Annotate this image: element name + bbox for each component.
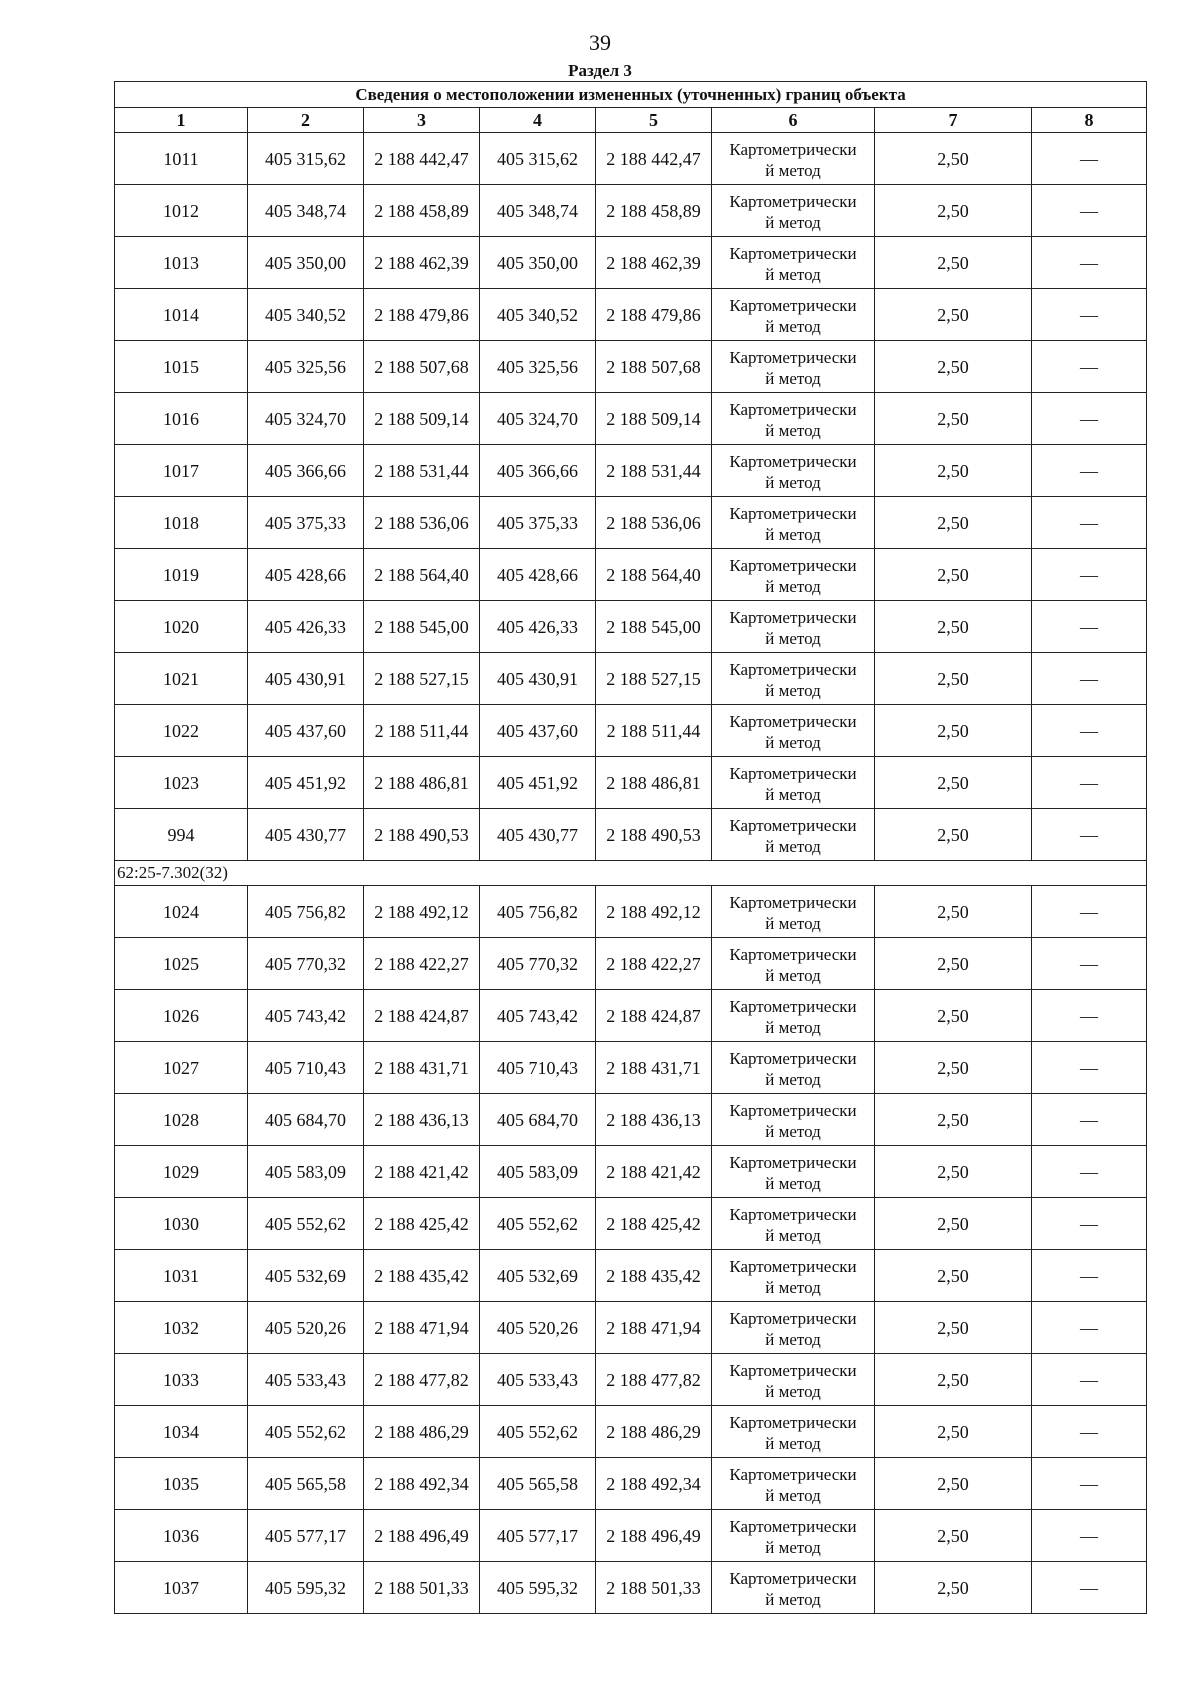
y-coordinate-refined-cell: 2 188 462,39: [596, 237, 712, 289]
x-coordinate-refined-cell: 405 325,56: [480, 341, 596, 393]
accuracy-cell: 2,50: [875, 757, 1032, 809]
point-number-cell: 994: [115, 809, 248, 861]
table-row: [115, 393, 1147, 445]
x-coordinate-refined-cell: 405 583,09: [480, 1146, 596, 1198]
table-row: [115, 1302, 1147, 1354]
x-coordinate-cell: 405 437,60: [248, 705, 364, 757]
accuracy-cell: 2,50: [875, 705, 1032, 757]
column-number-1: 1: [115, 108, 248, 133]
y-coordinate-refined-cell: 2 188 496,49: [596, 1510, 712, 1562]
method-cell: Картометрически й метод: [712, 757, 875, 809]
y-coordinate-refined-cell: 2 188 486,81: [596, 757, 712, 809]
table-row: [115, 497, 1147, 549]
point-number-cell: 1015: [115, 341, 248, 393]
table-row: [115, 133, 1147, 185]
method-cell: Картометрически й метод: [712, 289, 875, 341]
point-number-cell: 1027: [115, 1042, 248, 1094]
accuracy-cell: 2,50: [875, 1406, 1032, 1458]
y-coordinate-refined-cell: 2 188 531,44: [596, 445, 712, 497]
y-coordinate-cell: 2 188 492,34: [364, 1458, 480, 1510]
column-number-2: 2: [248, 108, 364, 133]
point-number-cell: 1017: [115, 445, 248, 497]
x-coordinate-cell: 405 426,33: [248, 601, 364, 653]
table-row: [115, 938, 1147, 990]
y-coordinate-refined-cell: 2 188 564,40: [596, 549, 712, 601]
table-row: [115, 1562, 1147, 1614]
x-coordinate-refined-cell: 405 428,66: [480, 549, 596, 601]
note-cell: —: [1032, 601, 1147, 653]
y-coordinate-cell: 2 188 421,42: [364, 1146, 480, 1198]
note-cell: —: [1032, 938, 1147, 990]
x-coordinate-cell: 405 684,70: [248, 1094, 364, 1146]
x-coordinate-refined-cell: 405 324,70: [480, 393, 596, 445]
method-cell: Картометрически й метод: [712, 886, 875, 938]
accuracy-cell: 2,50: [875, 237, 1032, 289]
point-number-cell: 1014: [115, 289, 248, 341]
point-number-cell: 1022: [115, 705, 248, 757]
x-coordinate-refined-cell: 405 552,62: [480, 1198, 596, 1250]
note-cell: —: [1032, 1510, 1147, 1562]
method-cell: Картометрически й метод: [712, 938, 875, 990]
x-coordinate-cell: 405 340,52: [248, 289, 364, 341]
x-coordinate-cell: 405 577,17: [248, 1510, 364, 1562]
note-cell: —: [1032, 886, 1147, 938]
accuracy-cell: 2,50: [875, 341, 1032, 393]
point-number-cell: 1031: [115, 1250, 248, 1302]
point-number-cell: 1013: [115, 237, 248, 289]
y-coordinate-refined-cell: 2 188 527,15: [596, 653, 712, 705]
point-number-cell: 1036: [115, 1510, 248, 1562]
table-row: [115, 809, 1147, 861]
point-number-cell: 1029: [115, 1146, 248, 1198]
method-cell: Картометрически й метод: [712, 1146, 875, 1198]
table-row: [115, 990, 1147, 1042]
y-coordinate-refined-cell: 2 188 479,86: [596, 289, 712, 341]
point-number-cell: 1023: [115, 757, 248, 809]
y-coordinate-cell: 2 188 507,68: [364, 341, 480, 393]
note-cell: —: [1032, 1146, 1147, 1198]
accuracy-cell: 2,50: [875, 1510, 1032, 1562]
note-cell: —: [1032, 1562, 1147, 1614]
y-coordinate-refined-cell: 2 188 425,42: [596, 1198, 712, 1250]
accuracy-cell: 2,50: [875, 1198, 1032, 1250]
column-number-5: 5: [596, 108, 712, 133]
y-coordinate-refined-cell: 2 188 424,87: [596, 990, 712, 1042]
column-number-7: 7: [875, 108, 1032, 133]
y-coordinate-cell: 2 188 545,00: [364, 601, 480, 653]
x-coordinate-refined-cell: 405 595,32: [480, 1562, 596, 1614]
method-cell: Картометрически й метод: [712, 1094, 875, 1146]
point-number-cell: 1025: [115, 938, 248, 990]
method-cell: Картометрически й метод: [712, 705, 875, 757]
table-row: [115, 1354, 1147, 1406]
method-cell: Картометрически й метод: [712, 341, 875, 393]
x-coordinate-refined-cell: 405 577,17: [480, 1510, 596, 1562]
y-coordinate-cell: 2 188 486,29: [364, 1406, 480, 1458]
column-number-8: 8: [1032, 108, 1147, 133]
y-coordinate-cell: 2 188 531,44: [364, 445, 480, 497]
accuracy-cell: 2,50: [875, 133, 1032, 185]
x-coordinate-cell: 405 366,66: [248, 445, 364, 497]
y-coordinate-refined-cell: 2 188 545,00: [596, 601, 712, 653]
point-number-cell: 1032: [115, 1302, 248, 1354]
x-coordinate-refined-cell: 405 375,33: [480, 497, 596, 549]
note-cell: —: [1032, 653, 1147, 705]
x-coordinate-refined-cell: 405 770,32: [480, 938, 596, 990]
accuracy-cell: 2,50: [875, 1562, 1032, 1614]
accuracy-cell: 2,50: [875, 886, 1032, 938]
note-cell: —: [1032, 549, 1147, 601]
table-row: [115, 1042, 1147, 1094]
accuracy-cell: 2,50: [875, 1146, 1032, 1198]
column-number-3: 3: [364, 108, 480, 133]
column-number-6: 6: [712, 108, 875, 133]
table-row: [115, 653, 1147, 705]
x-coordinate-refined-cell: 405 315,62: [480, 133, 596, 185]
x-coordinate-refined-cell: 405 520,26: [480, 1302, 596, 1354]
x-coordinate-refined-cell: 405 340,52: [480, 289, 596, 341]
table-row: [115, 549, 1147, 601]
point-number-cell: 1012: [115, 185, 248, 237]
accuracy-cell: 2,50: [875, 1094, 1032, 1146]
note-cell: —: [1032, 1302, 1147, 1354]
table-row: [115, 1510, 1147, 1562]
y-coordinate-cell: 2 188 486,81: [364, 757, 480, 809]
table-row: [115, 1406, 1147, 1458]
method-cell: Картометрически й метод: [712, 237, 875, 289]
x-coordinate-refined-cell: 405 437,60: [480, 705, 596, 757]
method-cell: Картометрически й метод: [712, 1510, 875, 1562]
table-row: [115, 1250, 1147, 1302]
group-row: [115, 861, 1147, 886]
y-coordinate-cell: 2 188 471,94: [364, 1302, 480, 1354]
y-coordinate-cell: 2 188 479,86: [364, 289, 480, 341]
x-coordinate-cell: 405 520,26: [248, 1302, 364, 1354]
x-coordinate-refined-cell: 405 710,43: [480, 1042, 596, 1094]
y-coordinate-cell: 2 188 436,13: [364, 1094, 480, 1146]
y-coordinate-cell: 2 188 477,82: [364, 1354, 480, 1406]
accuracy-cell: 2,50: [875, 938, 1032, 990]
table-title: Сведения о местоположении измененных (уточненных) границ объекта: [115, 82, 1147, 108]
x-coordinate-refined-cell: 405 366,66: [480, 445, 596, 497]
point-number-cell: 1035: [115, 1458, 248, 1510]
y-coordinate-cell: 2 188 422,27: [364, 938, 480, 990]
accuracy-cell: 2,50: [875, 1354, 1032, 1406]
x-coordinate-cell: 405 325,56: [248, 341, 364, 393]
note-cell: —: [1032, 990, 1147, 1042]
accuracy-cell: 2,50: [875, 393, 1032, 445]
note-cell: —: [1032, 1250, 1147, 1302]
accuracy-cell: 2,50: [875, 809, 1032, 861]
y-coordinate-refined-cell: 2 188 486,29: [596, 1406, 712, 1458]
point-number-cell: 1030: [115, 1198, 248, 1250]
y-coordinate-cell: 2 188 458,89: [364, 185, 480, 237]
method-cell: Картометрически й метод: [712, 1250, 875, 1302]
table-row: [115, 705, 1147, 757]
x-coordinate-cell: 405 324,70: [248, 393, 364, 445]
accuracy-cell: 2,50: [875, 549, 1032, 601]
x-coordinate-cell: 405 743,42: [248, 990, 364, 1042]
table-row: [115, 237, 1147, 289]
y-coordinate-refined-cell: 2 188 511,44: [596, 705, 712, 757]
y-coordinate-cell: 2 188 527,15: [364, 653, 480, 705]
x-coordinate-cell: 405 533,43: [248, 1354, 364, 1406]
table-row: [115, 289, 1147, 341]
table-row: [115, 341, 1147, 393]
point-number-cell: 1028: [115, 1094, 248, 1146]
method-cell: Картометрически й метод: [712, 653, 875, 705]
x-coordinate-refined-cell: 405 350,00: [480, 237, 596, 289]
y-coordinate-refined-cell: 2 188 436,13: [596, 1094, 712, 1146]
y-coordinate-cell: 2 188 424,87: [364, 990, 480, 1042]
note-cell: —: [1032, 705, 1147, 757]
y-coordinate-refined-cell: 2 188 435,42: [596, 1250, 712, 1302]
x-coordinate-cell: 405 583,09: [248, 1146, 364, 1198]
boundary-coordinates-table: [114, 81, 1147, 1614]
point-number-cell: 1026: [115, 990, 248, 1042]
y-coordinate-cell: 2 188 435,42: [364, 1250, 480, 1302]
y-coordinate-refined-cell: 2 188 536,06: [596, 497, 712, 549]
x-coordinate-refined-cell: 405 348,74: [480, 185, 596, 237]
method-cell: Картометрически й метод: [712, 990, 875, 1042]
y-coordinate-refined-cell: 2 188 492,12: [596, 886, 712, 938]
x-coordinate-cell: 405 710,43: [248, 1042, 364, 1094]
note-cell: —: [1032, 133, 1147, 185]
note-cell: —: [1032, 1354, 1147, 1406]
x-coordinate-refined-cell: 405 743,42: [480, 990, 596, 1042]
cadastral-number: 62:25-7.302(32): [115, 861, 1147, 886]
x-coordinate-cell: 405 428,66: [248, 549, 364, 601]
method-cell: Картометрически й метод: [712, 1354, 875, 1406]
accuracy-cell: 2,50: [875, 1302, 1032, 1354]
note-cell: —: [1032, 809, 1147, 861]
table-row: [115, 601, 1147, 653]
x-coordinate-cell: 405 348,74: [248, 185, 364, 237]
y-coordinate-refined-cell: 2 188 490,53: [596, 809, 712, 861]
x-coordinate-refined-cell: 405 565,58: [480, 1458, 596, 1510]
section-heading: Раздел 3: [568, 61, 632, 80]
point-number-cell: 1011: [115, 133, 248, 185]
x-coordinate-cell: 405 565,58: [248, 1458, 364, 1510]
point-number-cell: 1019: [115, 549, 248, 601]
x-coordinate-cell: 405 552,62: [248, 1198, 364, 1250]
y-coordinate-cell: 2 188 496,49: [364, 1510, 480, 1562]
point-number-cell: 1034: [115, 1406, 248, 1458]
accuracy-cell: 2,50: [875, 497, 1032, 549]
x-coordinate-cell: 405 595,32: [248, 1562, 364, 1614]
note-cell: —: [1032, 497, 1147, 549]
x-coordinate-refined-cell: 405 430,91: [480, 653, 596, 705]
method-cell: Картометрически й метод: [712, 445, 875, 497]
point-number-cell: 1021: [115, 653, 248, 705]
accuracy-cell: 2,50: [875, 653, 1032, 705]
method-cell: Картометрически й метод: [712, 549, 875, 601]
method-cell: Картометрически й метод: [712, 601, 875, 653]
accuracy-cell: 2,50: [875, 445, 1032, 497]
x-coordinate-refined-cell: 405 451,92: [480, 757, 596, 809]
point-number-cell: 1024: [115, 886, 248, 938]
accuracy-cell: 2,50: [875, 185, 1032, 237]
y-coordinate-cell: 2 188 492,12: [364, 886, 480, 938]
y-coordinate-cell: 2 188 564,40: [364, 549, 480, 601]
x-coordinate-cell: 405 552,62: [248, 1406, 364, 1458]
column-number-row: [115, 108, 1147, 133]
x-coordinate-cell: 405 375,33: [248, 497, 364, 549]
column-number-4: 4: [480, 108, 596, 133]
x-coordinate-cell: 405 532,69: [248, 1250, 364, 1302]
x-coordinate-refined-cell: 405 533,43: [480, 1354, 596, 1406]
x-coordinate-cell: 405 430,91: [248, 653, 364, 705]
y-coordinate-refined-cell: 2 188 471,94: [596, 1302, 712, 1354]
x-coordinate-refined-cell: 405 756,82: [480, 886, 596, 938]
y-coordinate-cell: 2 188 425,42: [364, 1198, 480, 1250]
x-coordinate-cell: 405 430,77: [248, 809, 364, 861]
note-cell: —: [1032, 1042, 1147, 1094]
x-coordinate-cell: 405 756,82: [248, 886, 364, 938]
accuracy-cell: 2,50: [875, 289, 1032, 341]
point-number-cell: 1016: [115, 393, 248, 445]
point-number-cell: 1037: [115, 1562, 248, 1614]
y-coordinate-cell: 2 188 501,33: [364, 1562, 480, 1614]
method-cell: Картометрически й метод: [712, 1406, 875, 1458]
note-cell: —: [1032, 341, 1147, 393]
method-cell: Картометрически й метод: [712, 1562, 875, 1614]
note-cell: —: [1032, 237, 1147, 289]
x-coordinate-refined-cell: 405 426,33: [480, 601, 596, 653]
note-cell: —: [1032, 289, 1147, 341]
method-cell: Картометрически й метод: [712, 809, 875, 861]
note-cell: —: [1032, 1406, 1147, 1458]
x-coordinate-cell: 405 350,00: [248, 237, 364, 289]
point-number-cell: 1033: [115, 1354, 248, 1406]
y-coordinate-cell: 2 188 442,47: [364, 133, 480, 185]
y-coordinate-refined-cell: 2 188 422,27: [596, 938, 712, 990]
method-cell: Картометрически й метод: [712, 1042, 875, 1094]
table-row: [115, 757, 1147, 809]
y-coordinate-cell: 2 188 431,71: [364, 1042, 480, 1094]
note-cell: —: [1032, 1198, 1147, 1250]
y-coordinate-refined-cell: 2 188 509,14: [596, 393, 712, 445]
x-coordinate-refined-cell: 405 430,77: [480, 809, 596, 861]
table-row: [115, 1458, 1147, 1510]
note-cell: —: [1032, 185, 1147, 237]
method-cell: Картометрически й метод: [712, 393, 875, 445]
point-number-cell: 1020: [115, 601, 248, 653]
method-cell: Картометрически й метод: [712, 1458, 875, 1510]
y-coordinate-cell: 2 188 511,44: [364, 705, 480, 757]
method-cell: Картометрически й метод: [712, 1198, 875, 1250]
table-row: [115, 1094, 1147, 1146]
x-coordinate-cell: 405 770,32: [248, 938, 364, 990]
y-coordinate-cell: 2 188 490,53: [364, 809, 480, 861]
method-cell: Картометрически й метод: [712, 133, 875, 185]
table-body: [115, 133, 1147, 1614]
method-cell: Картометрически й метод: [712, 185, 875, 237]
y-coordinate-cell: 2 188 462,39: [364, 237, 480, 289]
x-coordinate-cell: 405 315,62: [248, 133, 364, 185]
y-coordinate-refined-cell: 2 188 458,89: [596, 185, 712, 237]
x-coordinate-refined-cell: 405 684,70: [480, 1094, 596, 1146]
y-coordinate-refined-cell: 2 188 492,34: [596, 1458, 712, 1510]
table-row: [115, 1146, 1147, 1198]
y-coordinate-refined-cell: 2 188 442,47: [596, 133, 712, 185]
method-cell: Картометрически й метод: [712, 1302, 875, 1354]
accuracy-cell: 2,50: [875, 990, 1032, 1042]
y-coordinate-refined-cell: 2 188 477,82: [596, 1354, 712, 1406]
table-row: [115, 185, 1147, 237]
accuracy-cell: 2,50: [875, 1250, 1032, 1302]
y-coordinate-refined-cell: 2 188 431,71: [596, 1042, 712, 1094]
y-coordinate-cell: 2 188 536,06: [364, 497, 480, 549]
page-number: 39: [589, 30, 611, 55]
accuracy-cell: 2,50: [875, 601, 1032, 653]
table-row: [115, 445, 1147, 497]
x-coordinate-refined-cell: 405 532,69: [480, 1250, 596, 1302]
x-coordinate-cell: 405 451,92: [248, 757, 364, 809]
table-row: [115, 886, 1147, 938]
note-cell: —: [1032, 445, 1147, 497]
point-number-cell: 1018: [115, 497, 248, 549]
y-coordinate-cell: 2 188 509,14: [364, 393, 480, 445]
y-coordinate-refined-cell: 2 188 421,42: [596, 1146, 712, 1198]
note-cell: —: [1032, 1094, 1147, 1146]
note-cell: —: [1032, 757, 1147, 809]
x-coordinate-refined-cell: 405 552,62: [480, 1406, 596, 1458]
accuracy-cell: 2,50: [875, 1042, 1032, 1094]
note-cell: —: [1032, 393, 1147, 445]
note-cell: —: [1032, 1458, 1147, 1510]
table-row: [115, 1198, 1147, 1250]
method-cell: Картометрически й метод: [712, 497, 875, 549]
y-coordinate-refined-cell: 2 188 507,68: [596, 341, 712, 393]
accuracy-cell: 2,50: [875, 1458, 1032, 1510]
y-coordinate-refined-cell: 2 188 501,33: [596, 1562, 712, 1614]
